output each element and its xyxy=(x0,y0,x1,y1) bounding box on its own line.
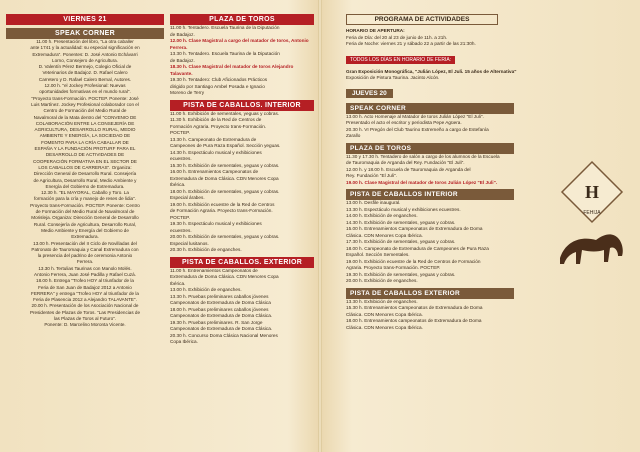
programa-header: PROGRAMA DE ACTIVIDADES xyxy=(346,14,498,25)
text-line: Centro de Formación del Medio Rural de xyxy=(43,108,127,114)
pista-exterior-jueves-text xyxy=(346,299,616,332)
text-line: Zarallo xyxy=(346,133,361,138)
text-line: ecuestres. xyxy=(170,227,192,233)
text-line: POCTEP. xyxy=(170,130,190,135)
pista-exterior-text xyxy=(170,268,314,346)
text-line: 13.00 h. Exhibición de enganches. xyxy=(170,287,242,292)
plaza-jueves-highlight: 19.00 h. Clase Magistral del matador de toros Julián López "El Juli". xyxy=(346,179,498,185)
text-line: Agraria. Proyecto trans-Formación. POCTEP. xyxy=(346,265,441,270)
text-line: FOMENTO PARA LA CRÍA CABALLAR DE xyxy=(41,139,129,145)
text-line: 17.30 h. Exhibición de sementales, yeguas y cobras. xyxy=(346,239,456,244)
text-line: 11.30 h. Exhibición de la Red de Centros de xyxy=(170,117,262,122)
text-line: formación para la cría y manejo de reses de lidia". xyxy=(34,196,136,202)
text-line: Campeones de Pura Raza Español. Sección yeguas. xyxy=(170,143,281,148)
plaza-highlight-a: 12.00 h. Clase Magistral a cargo del matador de toros, Antonio Ferrera. xyxy=(170,38,309,50)
text-line: Campeonatos de Extremadura de Doma Clásica. xyxy=(170,326,273,331)
text-line: Extremadura de Doma Clásica. CDN Menores Copa xyxy=(170,175,279,181)
speak-corner-jueves-text xyxy=(346,114,616,140)
text-line: Medio Ambiente y Energía del Gobierno de xyxy=(41,227,129,233)
text-line: Proyecto trans-Formación. POCTEP. Ponente: Centro xyxy=(30,202,140,208)
text-line: las Plazas de Toros al Futuro". xyxy=(53,316,117,322)
text-line: DESARROLLO DE ACTIVIDADES DE xyxy=(45,152,125,158)
text-line: 18.00 h. Pruebas preliminares caballos jóvenes xyxy=(170,306,269,312)
text-line: 15.30 h. Entrenamientos Campeonatos de Extremadura de Doma xyxy=(346,305,483,310)
text-line: 12.00 h. "el Jockey Profesional: Nuevas xyxy=(44,83,126,89)
todos-los-dias-badge: TODOS LOS DÍAS EN HORARIO DE FERIA: xyxy=(346,56,455,64)
section-pista-exterior: PISTA DE CABALLOS. EXTERIOR xyxy=(170,257,314,268)
text-line: Moreno de Terry xyxy=(170,90,205,95)
text-line: 20.00 h. Presentación de los Asociación Nacional de xyxy=(31,303,139,309)
svg-text:FEHIJA: FEHIJA xyxy=(583,210,601,216)
text-line: de Tauromaquia de Arganda del Rey. Fundación "El Juli". xyxy=(346,160,465,165)
text-line: de Agricultura, Desarrollo Rural, Medio Ambiente y xyxy=(33,177,137,183)
text-line: 19.30 h. Espectáculo musical y exhibiciones xyxy=(170,221,262,226)
text-line: Ibérica. xyxy=(170,280,186,286)
text-line: Energía del Gobierno de Extremadura. xyxy=(45,183,125,189)
text-line: Español. Sección Sementales. xyxy=(346,252,410,257)
text-line: oportunidades formativas en el mundo rural". xyxy=(39,89,131,95)
text-line: dirigido por Santiago Ambel Posada e Ignacio xyxy=(170,83,265,89)
text-line: Carretero y D. Rafael Calero Bernal, Autores. xyxy=(38,76,132,82)
text-line: 11.30 y 17.30 h. Tentadero de salón a cargo de los alumnos de la Escuela xyxy=(346,153,500,159)
text-line: D. Valentín Pérez Bermejo, Colegio Oficial de xyxy=(38,64,132,70)
text-line: 18.00 h. Campeonato de Extremadura de Campeones de Pura Raza xyxy=(346,245,489,251)
text-line: 11.00 h. Presentación del libro, "La otra caballer xyxy=(36,39,134,44)
text-line: "Proyecto trans-Formación. POCTEP. Ponente: José xyxy=(31,95,139,101)
page-fold xyxy=(318,0,322,452)
horario-title: HORARIO DE APERTURA: xyxy=(346,28,405,33)
text-line: Lorno, Consejero de Agricultura. xyxy=(52,57,118,63)
text-line: 19.00 h. Exhibición ecuestre de la Red de Centros xyxy=(170,201,275,207)
text-line: Copa Ibérica. xyxy=(170,339,198,344)
fehija-logo-icon xyxy=(552,158,632,278)
text-line: Campeonatos de Extremadura de Doma Clásica. xyxy=(170,313,273,318)
text-line: 14.30 h. Exhibición de sementales, yeguas y cobras. xyxy=(346,219,456,225)
section-pista-interior-jueves: PISTA DE CABALLOS INTERIOR xyxy=(346,189,514,200)
section-speak-corner: SPEAK CORNER xyxy=(6,28,164,39)
text-line: 16.00 h. Entrenamientos Campeonatos de xyxy=(170,169,259,174)
section-plaza-jueves: PLAZA DE TOROS xyxy=(346,143,514,154)
text-line: COLABORACIÓN ENTRE LA CONSEJERÍA DE xyxy=(35,120,135,126)
text-line: 19.00 h. Exhibición ecuestre de la Red de Centros de Formación xyxy=(346,258,481,264)
text-line: 18.00 h. Entrega "Trofeo HOY al triunfador de la xyxy=(36,278,134,284)
text-line: de Formación del Medio Rural de Navalmoral de xyxy=(35,209,135,215)
text-line: 19.30 h. Exhibición de sementales, yeguas y cobras. xyxy=(346,271,456,277)
text-line: Navalmoral de la Mata dentro del "CONVENIO DE xyxy=(33,114,137,120)
text-line: 18.00 h. Exhibición de sementales, yeguas y cobras. xyxy=(170,188,280,194)
text-line: 19.30 h. Tentadero: Club Aficionados Prácticos xyxy=(170,77,268,82)
text-line: 11.00 h. Tentadero. Escuela Taurina de la Diputación xyxy=(170,25,280,30)
horario-dia: Feria de Día: del 20 al 23 de junio de 11h. a 21h. xyxy=(346,34,448,40)
text-line: 12.00 h. y 18.00 h. Escuela de Tauromaquia de Arganda del xyxy=(346,166,471,172)
text-line: 13.30 h. Exhibición de enganches. xyxy=(346,298,418,304)
speak-corner-text xyxy=(6,39,164,329)
text-line: 13.00 h. Presentación del II Ciclo de Novilladas del xyxy=(33,240,137,246)
section-pista-interior: PISTA DE CABALLOS. INTERIOR xyxy=(170,100,314,111)
text-line: Feria de Plasencia 2012 a Alejandro TALAVANTE". xyxy=(33,297,137,303)
text-line: 13.30 h. Tentadero. Escuela Taurina de la Diputación xyxy=(170,51,280,56)
text-line: Especial árabes. xyxy=(170,195,205,200)
text-line: POCTEP. xyxy=(170,214,190,220)
section-plaza-de-toros: PLAZA DE TOROS xyxy=(170,14,314,25)
pista-interior-text xyxy=(170,111,314,254)
text-line: Campeonatos de Extremadura de Doma Clásica xyxy=(170,300,271,305)
text-line: ESPAÑA Y LA FUNDACIÓN PROTURF PARA EL xyxy=(34,146,136,152)
text-line: de Formación Agraria. Proyecto trans-Formación. xyxy=(170,208,273,213)
text-line: 13.00 h. Acto Homenaje al Matador de toros Julián López "El Juli". xyxy=(346,113,484,119)
text-line: Clásica. CDN Menores Copa Ibérica. xyxy=(346,324,423,330)
plaza-text-b xyxy=(170,51,314,64)
text-line: Veterinarios de Badajoz. D. Rafael Calero xyxy=(42,70,128,76)
section-speak-corner-jueves: SPEAK CORNER xyxy=(346,103,514,114)
text-line: Morisleja. Organiza: Dirección General de Desarrollo xyxy=(31,215,139,221)
text-line: Luis Martínez. Jockey Profesional colaborador con el xyxy=(31,101,139,107)
text-line: 13.30 h. Campeonato de Extremadura de xyxy=(170,136,257,142)
text-line: 18.00 h. Entrenamientos campeonatos de Extremadura de Doma xyxy=(346,318,482,323)
text-line: Ibérica. xyxy=(170,182,186,187)
section-pista-exterior-jueves: PISTA DE CABALLOS EXTERIOR xyxy=(346,288,514,299)
text-line: 15.30 h. Exhibición de sementales, yeguas y cobras. xyxy=(170,162,280,168)
text-line: Antonio Ferrera, Juan José Padilla y Rafael Cuzá. xyxy=(34,271,136,277)
text-line: Formación Agraria. Proyecto trans-Formación. xyxy=(170,123,267,129)
text-line: 20.00 h. Exhibición de sementales, yeguas y cobras. xyxy=(170,234,280,239)
text-line: Feria de San Juan de Badajoz 2012 a Antonio xyxy=(38,284,132,290)
day-header-viernes: VIERNES 21 xyxy=(6,14,164,25)
text-line: Extremadura". Ponentes: D. José Antonio Echávarri xyxy=(32,51,138,57)
text-line: Extremadura. xyxy=(71,234,99,240)
text-line: Dirección General de Desarrollo Rural. Consejería xyxy=(33,171,137,177)
text-line: la presencia del padrino de ceremonia Antonio xyxy=(37,253,133,259)
text-line: de Badajoz. xyxy=(170,57,195,63)
text-line: 11.00 h. Entrenamientos Campeonatos de xyxy=(170,267,258,273)
text-line: 20.00 h. Exhibición de enganches. xyxy=(346,278,418,283)
text-line: 13.30 h. Tertulias Taurinas con Manolo Molés. xyxy=(38,265,132,271)
text-line: 13.00 h. Desfile inaugural. xyxy=(346,200,401,205)
text-line: 12.30 h. "EL MAYORAL, Caballo y Toro. La xyxy=(41,190,129,196)
horario-noche: Feria de Noche: viernes 21 y sábado 22 a partir de las 21:30h. xyxy=(346,41,476,46)
text-line: FERRERA" y entrega "Trofeo HOY al triunfador de la xyxy=(31,290,139,296)
text-line: Especial lusitanos. xyxy=(170,240,209,246)
text-line: 20.30 h. Concurso Doma Clásica Nacional Menores xyxy=(170,332,278,338)
text-line: Presidentes de Plazas de Toros. "Las Presidencias de xyxy=(29,309,141,315)
plaza-text-a xyxy=(170,25,314,38)
text-line: ecuestres. xyxy=(170,156,192,161)
text-line: 20.30 h. VI Pregón del Club Taurino Extremeño a cargo de Estefanía xyxy=(346,126,489,132)
plaza-highlight-b: 18.30 h. Clase Magistral del matador de toros Alejandro Talavante. xyxy=(170,64,294,76)
text-line: 13.30 h. Espectáculo musical y exhibiciones ecuestres. xyxy=(346,206,461,212)
text-line: Extremadura de Doma Clásica. CDN Menores Copa xyxy=(170,274,279,279)
svg-text:H: H xyxy=(584,182,600,202)
text-line: de Badajoz. xyxy=(170,31,195,37)
text-line: ante 1741 y la actualidad: su especial significación en xyxy=(30,45,140,51)
text-line: 20.30 h. Exhibición de enganches. xyxy=(170,247,242,252)
text-line: AGRICULTURA, DESARROLLO RURAL, MEDIO xyxy=(34,127,136,133)
text-line: Rural. Consejería de Agricultura, Desarrollo Rural, xyxy=(33,221,137,227)
exposicion-2: Exposición de Pintura Taurina. Jacinto Alcón. xyxy=(346,75,440,80)
text-line: Clásica. CDN Menores Copa Ibérica. xyxy=(346,232,423,238)
column-viernes xyxy=(6,14,164,446)
text-line: Clásica. CDN Menores Copa Ibérica. xyxy=(346,311,423,317)
plaza-text-c xyxy=(170,77,314,97)
text-line: COOPERACIÓN FORMATIVA EN EL SECTOR DE xyxy=(33,158,137,164)
text-line: Rey. Fundación "El Juli". xyxy=(346,173,397,178)
text-line: LOS CABALLOS DE CARRERAS". Organiza: xyxy=(38,164,132,170)
exposicion-1: Gran Exposición Monográfica, "Julián López, El Juli. 15 años de Alternativa" xyxy=(346,68,517,74)
text-line: 15.00 h. Entrenamientos Campeonatos de Extremadura de Doma xyxy=(346,226,483,231)
column-viernes-continued xyxy=(170,14,314,446)
text-line: Ferrera. xyxy=(76,259,94,265)
text-line: 19.30 h. Pruebas preliminares. R. San Jorge xyxy=(170,319,263,325)
text-line: Ponente: D. Marcelino Moronta Vicente. xyxy=(44,322,126,328)
text-line: Patronato de Tauromaquia y Canal Extremadura con xyxy=(31,246,139,252)
text-line: 14.30 h. Espectáculo musical y exhibiciones xyxy=(170,149,262,155)
text-line: AMBIENTE Y ENERGÍA, LA SOCIEDAD DE xyxy=(39,133,131,139)
text-line: 11.00 h. Exhibición de sementales, yeguas y cobras. xyxy=(170,110,280,116)
text-line: 13.30 h. Pruebas preliminares caballos jóvenes xyxy=(170,293,269,299)
text-line: Presentado el acto el escritor y periodista Pepe Agüera. xyxy=(346,120,462,125)
day-header-jueves: JUEVES 20 xyxy=(346,89,393,98)
text-line: 14.00 h. Exhibición de enganches. xyxy=(346,213,418,218)
